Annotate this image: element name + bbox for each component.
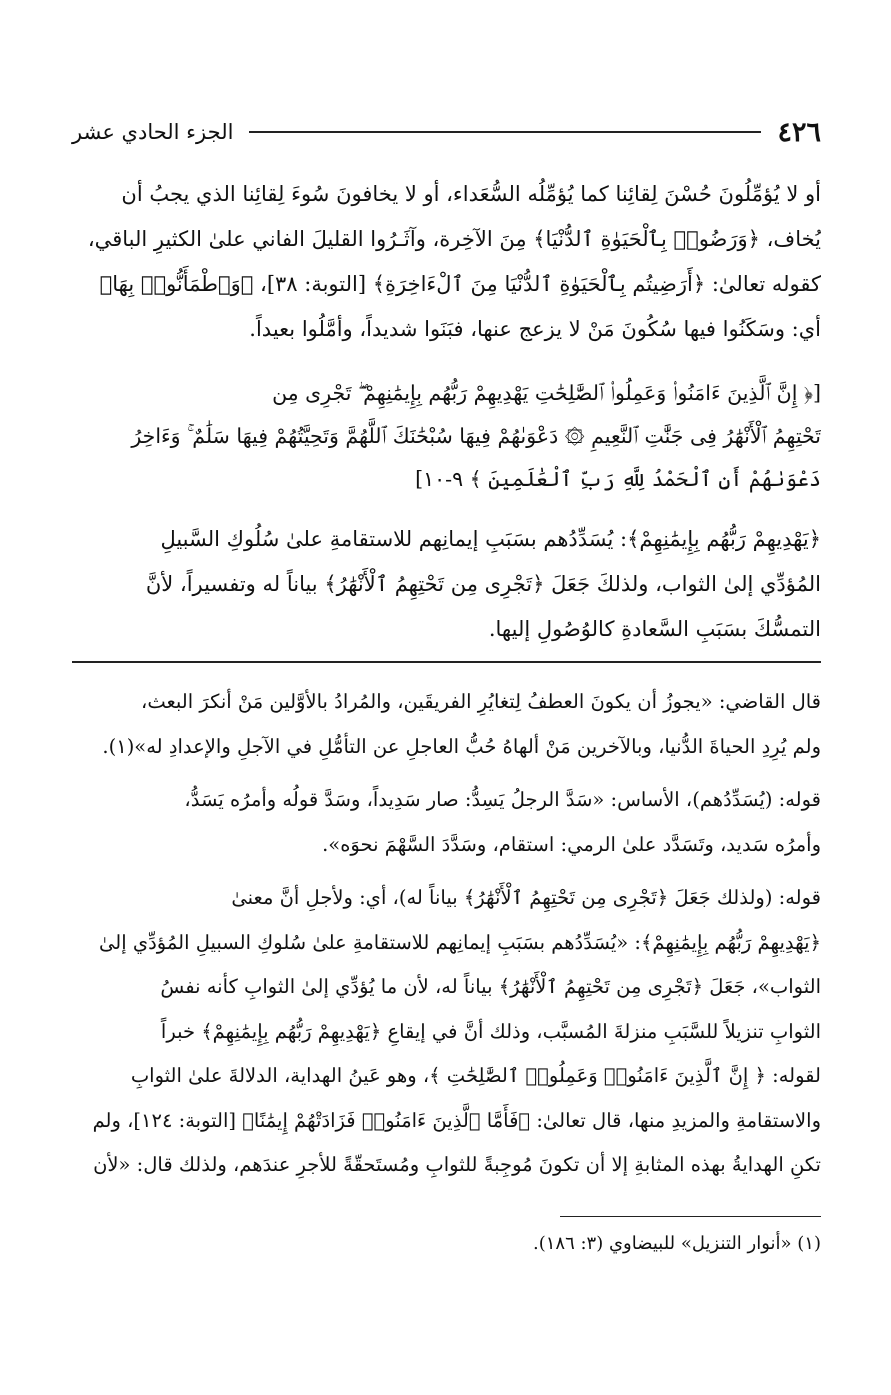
footnote-divider [560, 1216, 821, 1217]
text-line: كقوله تعالىٰ: ﴿أَرَضِيتُم بِٱلْحَيَوٰةِ ٱلدُّنْيَا مِنَ ٱلْءَاخِرَةِ﴾ [التوبة: ٣٨]، ﴿وَٱطْمَأَنُّوا۟ بِهَا﴾ [99, 272, 821, 296]
text-line: الثوابِ تنزيلاً للسَّبَبِ منزلةَ المُسبَّب، وذلك أنَّ في إيقاعِ ﴿يَهْدِيهِمْ رَبُّهُم بِإِيمَٰنِهِمْ﴾ خبراً [160, 1019, 821, 1043]
header-rule [249, 131, 761, 133]
text-line: الثواب»، جَعَلَ ﴿تَجْرِى مِن تَحْتِهِمُ ٱلْأَنْهَٰرُ﴾ بياناً له، لأن ما يُؤدِّي إلىٰ الثوابِ كأنه نفسُ [160, 975, 821, 998]
text-line: ولم يُرِدِ الحياةَ الدُّنيا، وبالآخرين مَنْ ألهاهُ حُبُّ العاجلِ عن التأمُّلِ في الآجلِ والإعدادِ له»(١). [102, 734, 821, 758]
verse-line: تَحْتِهِمُ ٱلْأَنْهَٰرُ فِى جَنَّٰتِ ٱلنَّعِيمِ ۞ دَعْوَىٰهُمْ فِيهَا سُبْحَٰنَكَ ٱللَّهُمَّ وَتَحِيَّتُهُمْ فِيهَا سَلَٰمٌ ۚ وَءَاخِرُ [131, 424, 821, 448]
text-line: وأمرُه سَديد، وتَسَدَّد علىٰ الرمي: استقام، وسَدَّدَ السَّهْمَ نحوَه». [322, 832, 821, 856]
page-header [72, 112, 821, 152]
verse-line: دَعْوَىٰهُمْ أَنِ ٱلْحَمْدُ لِلَّهِ رَبِّ ٱلْعَٰلَمِينَ ﴾ ٩-١٠] [415, 467, 821, 491]
running-title: الجزء الحادي عشر [72, 120, 234, 144]
hashiya-paragraph-2 [72, 778, 821, 867]
main-text-paragraph-1 [72, 172, 821, 352]
hashiya-paragraph-3 [72, 876, 821, 1188]
text-line: يُخاف، ﴿وَرَضُوا۟ بِٱلْحَيَوٰةِ ٱلدُّنْيَا﴾ مِنَ الآخِرة، وآثَـرُوا القليلَ الفاني علىٰ الكثيرِ الباقي، [87, 227, 821, 251]
text-line: ﴿يَهْدِيهِمْ رَبُّهُم بِإِيمَٰنِهِمْ﴾: «يُسَدِّدُهم بسَبَبِ إيمانِهم للاستقامةِ علىٰ سُلوكِ السبيلِ المُؤدِّي إلىٰ [99, 930, 821, 954]
text-line: تكنِ الهدايةُ بهذه المثابةِ إلا أن تكونَ مُوجِبةً للثوابِ ومُستَحقّةً للأجرِ عندَهم، ولذلك قال: «لأن [93, 1153, 821, 1176]
hashiya-paragraph-1 [72, 680, 821, 769]
text-line: ﴿يَهْدِيهِمْ رَبُّهُم بِإِيمَٰنِهِمْ﴾: يُسَدِّدُهم بسَبَبِ إيمانِهم للاستقامةِ علىٰ سُلُوكِ السَّبيلِ [160, 527, 821, 551]
verse-line: [﴿ إِنَّ ٱلَّذِينَ ءَامَنُوا۟ وَعَمِلُوا۟ ٱلصَّٰلِحَٰتِ يَهْدِيهِمْ رَبُّهُم بِإِيمَٰنِهِمْ ۖ تَجْرِى مِن [272, 381, 821, 405]
text-line: أي: وسَكَنُوا فيها سُكُونَ مَنْ لا يزعج عنها، فبَنَوا شديداً، وأمَّلُوا بعيداً. [249, 317, 821, 341]
quran-verse-block [72, 372, 821, 501]
footnote-text: (١) «أنوار التنزيل» للبيضاوي (٣: ١٨٦). [532, 1233, 821, 1254]
main-hashiya-divider [72, 661, 821, 663]
text-line: والاستقامةِ والمزيدِ منها، قال تعالىٰ: ﴿فَأَمَّا ٱلَّذِينَ ءَامَنُوا۟ فَزَادَتْهُمْ إِيمَٰنًا﴾ [التوبة: ١٢٤]، ولم [92, 1108, 821, 1132]
text-line: قوله: (يُسَدِّدُهم)، الأساس: «سَدَّ الرجلُ يَسِدُّ: صار سَدِيداً، وسَدَّ قولُه وأمرُه يَسَدُّ، [184, 788, 821, 811]
text-line: التمسُّكَ بسَبَبِ السَّعادةِ كالوُصُولِ إليها. [488, 617, 821, 641]
text-line: قوله: (ولذلك جَعَلَ ﴿تَجْرِى مِن تَحْتِهِمُ ٱلْأَنْهَٰرُ﴾ بياناً له)، أي: ولأجلِ أنَّ معنىٰ [231, 886, 821, 909]
page-number: ٤٢٦ [777, 116, 821, 148]
text-line: أو لا يُؤمِّلُونَ حُسْنَ لِقائِنا كما يُؤمِّلُه السُّعَداء، أو لا يخافونَ سُوءَ لِقائِنا الذي يجبُ أن [121, 182, 821, 206]
text-line: قال القاضي: «يجوزُ أن يكونَ العطفُ لِتغايُرِ الفريقَين، والمُرادُ بالأوَّلين مَنْ أنكرَ البعث، [141, 690, 821, 713]
text-line: لقوله: ﴿ إِنَّ ٱلَّذِينَ ءَامَنُوا۟ وَعَمِلُوا۟ ٱلصَّٰلِحَٰتِ ﴾، وهو عَينُ الهداية، الدلالةَ علىٰ الثوابِ [130, 1064, 821, 1087]
text-line: المُؤدِّي إلىٰ الثواب، ولذلكَ جَعَلَ ﴿تَجْرِى مِن تَحْتِهِمُ ٱلْأَنْهَٰرُ﴾ بياناً له وتفسيراً، لأنَّ [145, 572, 821, 596]
main-text-paragraph-2 [72, 517, 821, 652]
footnote [72, 1228, 821, 1260]
